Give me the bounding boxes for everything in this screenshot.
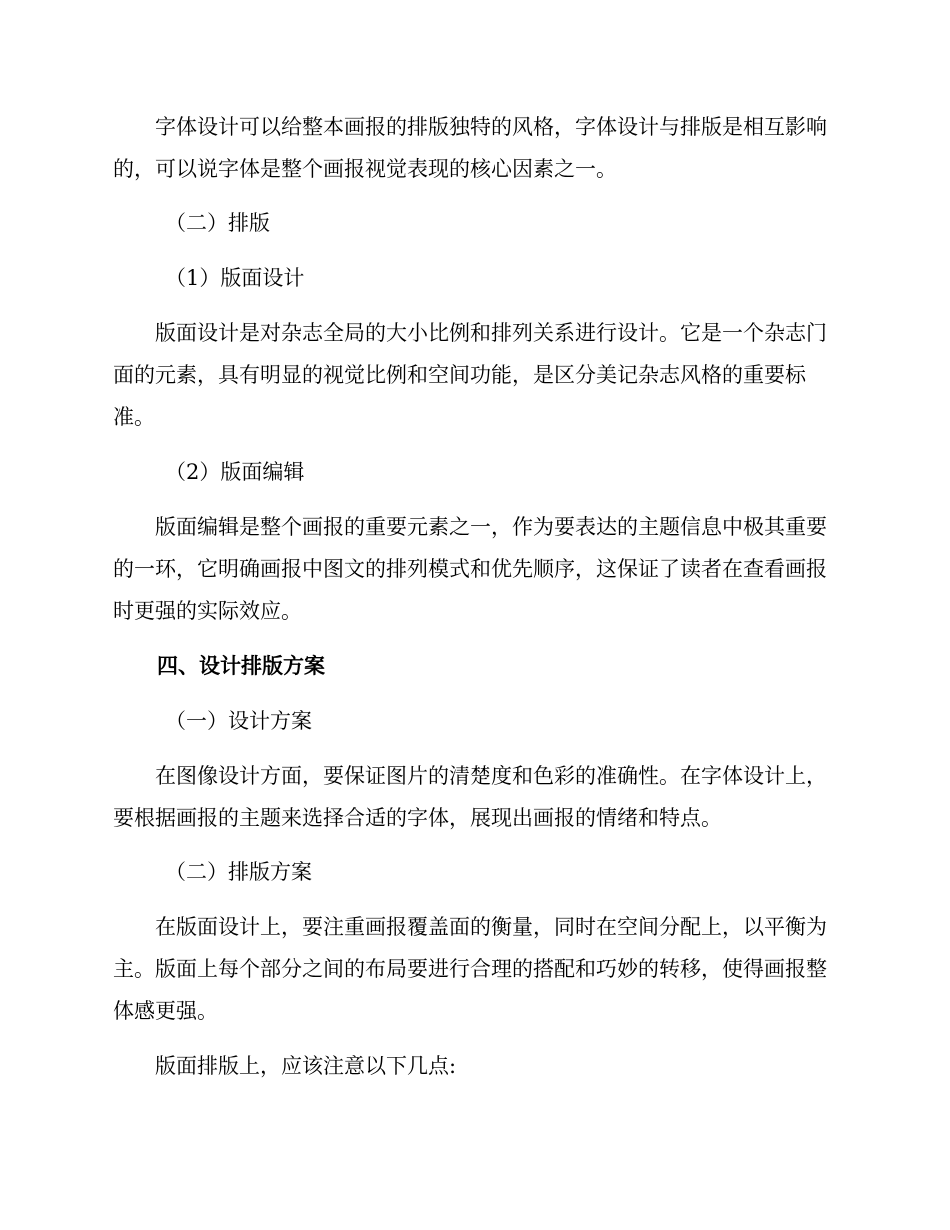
- heading-typesetting: （二）排版: [165, 211, 270, 235]
- heading-design-plan: （一）设计方案: [165, 709, 312, 733]
- heading-layout-editing: （2）版面编辑: [165, 460, 305, 484]
- heading-typesetting-plan: （二）排版方案: [165, 860, 312, 884]
- paragraph-layout-design: 版面设计是对杂志全局的大小比例和排列关系进行设计。它是一个杂志门面的元素，具有明显的视觉比例和空间功能，是区分美记杂志风格的重要标准。: [113, 321, 827, 429]
- paragraph-font-design: 字体设计可以给整本画报的排版独特的风格，字体设计与排版是相互影响的，可以说字体是整个画报视觉表现的核心因素之一。: [113, 115, 827, 181]
- paragraph-layout-editing: 版面编辑是整个画报的重要元素之一，作为要表达的主题信息中极其重要的一环，它明确画报中图文的排列模式和优先顺序，这保证了读者在查看画报时更强的实际效应。: [113, 515, 827, 623]
- heading-section-four: 四、设计排版方案: [157, 653, 325, 678]
- paragraph-typesetting-notes: 版面排版上，应该注意以下几点:: [155, 1054, 457, 1078]
- paragraph-design-plan: 在图像设计方面，要保证图片的清楚度和色彩的准确性。在字体设计上，要根据画报的主题来选择合适的字体，展现出画报的情绪和特点。: [113, 764, 827, 830]
- paragraph-typesetting-plan: 在版面设计上，要注重画报覆盖面的衡量，同时在空间分配上，以平衡为主。版面上每个部分之间的布局要进行合理的搭配和巧妙的转移，使得画报整体感更强。: [113, 915, 827, 1023]
- heading-layout-design: （1）版面设计: [165, 266, 305, 290]
